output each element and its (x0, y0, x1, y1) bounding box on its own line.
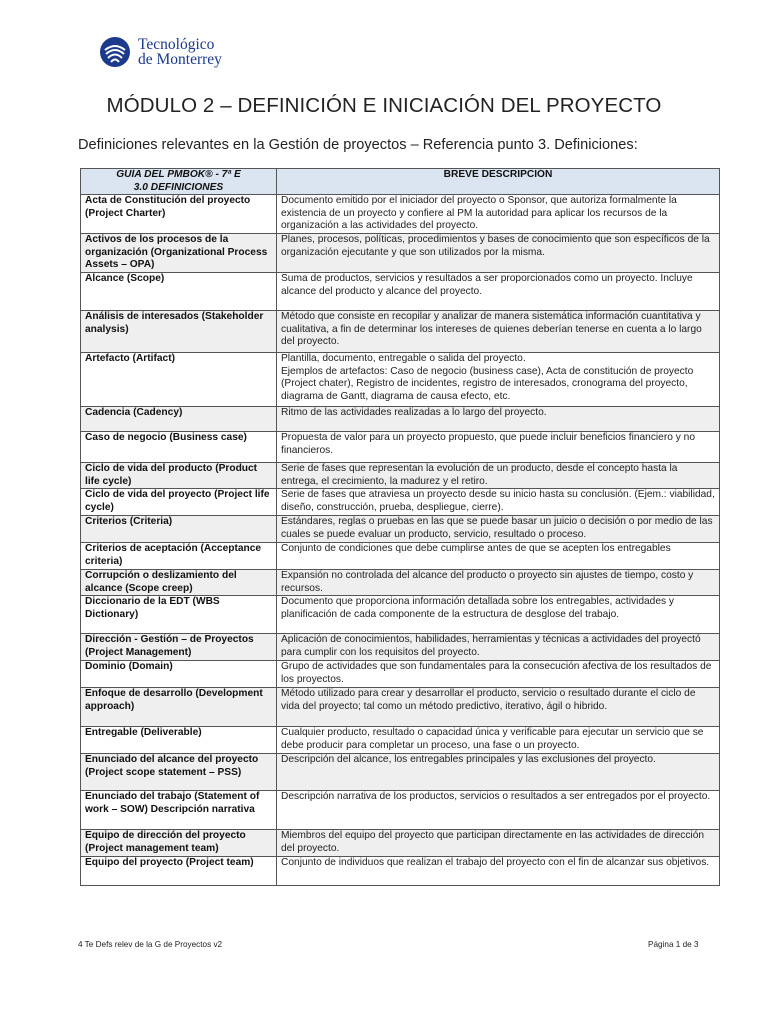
table-row (81, 462, 720, 488)
definition-term: Enfoque de desarrollo (Development approach) (81, 688, 277, 727)
tec-logo-icon (99, 36, 131, 68)
definition-term: Activos de los procesos de la organización (Organizational Process Assets – OPA) (81, 234, 277, 273)
table-row (81, 727, 720, 754)
definition-term: Cadencia (Cadency) (81, 406, 277, 431)
definition-term: Enunciado del trabajo (Statement of work – SOW) Descripción narrativa (81, 791, 277, 830)
definition-description: Conjunto de individuos que realizan el trabajo del proyecto con el fin de alcanzar sus objetivos. (277, 856, 720, 885)
definition-term: Artefacto (Artifact) (81, 352, 277, 406)
definition-term: Criterios (Criteria) (81, 516, 277, 543)
table-row (81, 234, 720, 273)
definition-term: Caso de negocio (Business case) (81, 431, 277, 462)
definition-description: Descripción narrativa de los productos, servicios o resultados a ser entregados por el proyecto. (277, 791, 720, 830)
definition-term: Entregable (Deliverable) (81, 727, 277, 754)
header-pmbok-line-2: 3.0 DEFINICIONES (133, 181, 224, 193)
definition-term: Ciclo de vida del producto (Product life cycle) (81, 462, 277, 488)
table-row (81, 272, 720, 310)
table-row (81, 195, 720, 234)
table-row (81, 791, 720, 830)
definition-term: Diccionario de la EDT (WBS Dictionary) (81, 596, 277, 634)
table-row (81, 830, 720, 856)
definition-description: Conjunto de condiciones que debe cumplirse antes de que se acepten los entregables (277, 543, 720, 570)
header-description: BREVE DESCRIPCIÓN (277, 169, 720, 195)
table-row (81, 596, 720, 634)
table-row (81, 489, 720, 516)
table-row (81, 406, 720, 431)
definition-term: Equipo de dirección del proyecto (Project management team) (81, 830, 277, 856)
table-row (81, 310, 720, 352)
table-row (81, 570, 720, 596)
definition-description: Serie de fases que atraviesa un proyecto desde su inicio hasta su conclusión. (Ejem.: viabilidad, diseño, construcción, prueba, despliegue, cierre). (277, 489, 720, 516)
definition-term: Criterios de aceptación (Acceptance criteria) (81, 543, 277, 570)
table-row (81, 516, 720, 543)
definition-term: Ciclo de vida del proyecto (Project life cycle) (81, 489, 277, 516)
definition-description: Miembros del equipo del proyecto que participan directamente en las actividades de dirección del proyecto. (277, 830, 720, 856)
definition-description: Suma de productos, servicios y resultados a ser proporcionados como un proyecto. Incluye alcance del producto y alcance del proyecto. (277, 272, 720, 310)
definition-description: Planes, procesos, políticas, procedimientos y bases de conocimiento que son específicos de la organización ejecutante y que son utilizados por la misma. (277, 234, 720, 273)
definition-term: Dominio (Domain) (81, 661, 277, 688)
brand-line-1: Tecnológico (138, 36, 215, 53)
definition-description: Estándares, reglas o pruebas en las que se puede basar un juicio o decisión o por medio de las cuales se puede evaluar un producto, servicio, resultado o proceso. (277, 516, 720, 543)
table-row (81, 688, 720, 727)
definition-description: Documento que proporciona información detallada sobre los entregables, actividades y planificación de cada componente de la estructura de desglose del trabajo. (277, 596, 720, 634)
header-pmbok-line-1: GUÍA DEL PMBOK® - 7ª E (116, 169, 241, 180)
definition-term: Análisis de interesados (Stakeholder analysis) (81, 310, 277, 352)
brand-name (138, 37, 222, 67)
definition-description: Descripción del alcance, los entregables principales y las exclusiones del proyecto. (277, 754, 720, 791)
definition-description: Serie de fases que representan la evolución de un producto, desde el concepto hasta la entrega, el crecimiento, la madurez y el retiro. (277, 462, 720, 488)
footer-page-number: Página 1 de 3 (648, 940, 699, 949)
definition-description: Aplicación de conocimientos, habilidades, herramientas y técnicas a actividades del proyectó para cumplir con los requisitos del proyecto. (277, 634, 720, 661)
table-row (81, 754, 720, 791)
definition-description: Documento emitido por el iniciador del proyecto o Sponsor, que autoriza formalmente la existencia de un proyecto y confiere al PM la autoridad para aplicar los recursos de la organización a las actividades del proyecto. (277, 195, 720, 234)
definition-term: Enunciado del alcance del proyecto (Project scope statement – PSS) (81, 754, 277, 791)
page-title: MÓDULO 2 – DEFINICIÓN E INICIACIÓN DEL PROYECTO (106, 94, 662, 117)
definition-description: Grupo de actividades que son fundamentales para la consecución afectiva de los resultados de los proyectos. (277, 661, 720, 688)
table-row (81, 634, 720, 661)
definition-description: Expansión no controlada del alcance del producto o proyecto sin ajustes de tiempo, costo y recursos. (277, 570, 720, 596)
brand-logo (99, 36, 222, 68)
brand-line-2: de Monterrey (138, 51, 222, 68)
definition-term: Acta de Constitución del proyecto (Project Charter) (81, 195, 277, 234)
definitions-body (81, 195, 720, 885)
page-subtitle: Definiciones relevantes en la Gestión de proyectos – Referencia punto 3. Definiciones: (78, 137, 638, 153)
table-row (81, 856, 720, 885)
table-header-row (81, 169, 720, 195)
definition-description: Método utilizado para crear y desarrollar el producto, servicio o resultado durante el ciclo de vida del proyecto; tal como un método predictivo, iterativo, ágil o hibrido. (277, 688, 720, 727)
definition-term: Equipo del proyecto (Project team) (81, 856, 277, 885)
table-row (81, 431, 720, 462)
footer-document-name: 4 Te Defs relev de la G de Proyectos v2 (78, 940, 223, 949)
definition-description: Plantilla, documento, entregable o salida del proyecto. Ejemplos de artefactos: Caso de negocio (business case), Acta de constitución de proyecto (Project chater), Registro de incidentes, registro de interesados, cronograma del proyecto, diagrama de Gantt, diagrama de causa efecto, etc. (277, 352, 720, 406)
table-row (81, 543, 720, 570)
table-row (81, 352, 720, 406)
definition-description: Método que consiste en recopilar y analizar de manera sistemática información cuantitativa y cualitativa, a fin de determinar los intereses de quienes deberían tenerse en cuenta a lo largo del proyecto. (277, 310, 720, 352)
definitions-table (80, 168, 720, 886)
definition-term: Dirección - Gestión – de Proyectos (Project Management) (81, 634, 277, 661)
definition-description: Ritmo de las actividades realizadas a lo largo del proyecto. (277, 406, 720, 431)
definition-term: Alcance (Scope) (81, 272, 277, 310)
table-row (81, 661, 720, 688)
header-pmbok (81, 169, 277, 195)
definition-description: Propuesta de valor para un proyecto propuesto, que puede incluir beneficios financiero y no financieros. (277, 431, 720, 462)
definition-term: Corrupción o deslizamiento del alcance (Scope creep) (81, 570, 277, 596)
definition-description: Cualquier producto, resultado o capacidad única y verificable para ejecutar un servicio que se debe producir para completar un proceso, una fase o un proyecto. (277, 727, 720, 754)
